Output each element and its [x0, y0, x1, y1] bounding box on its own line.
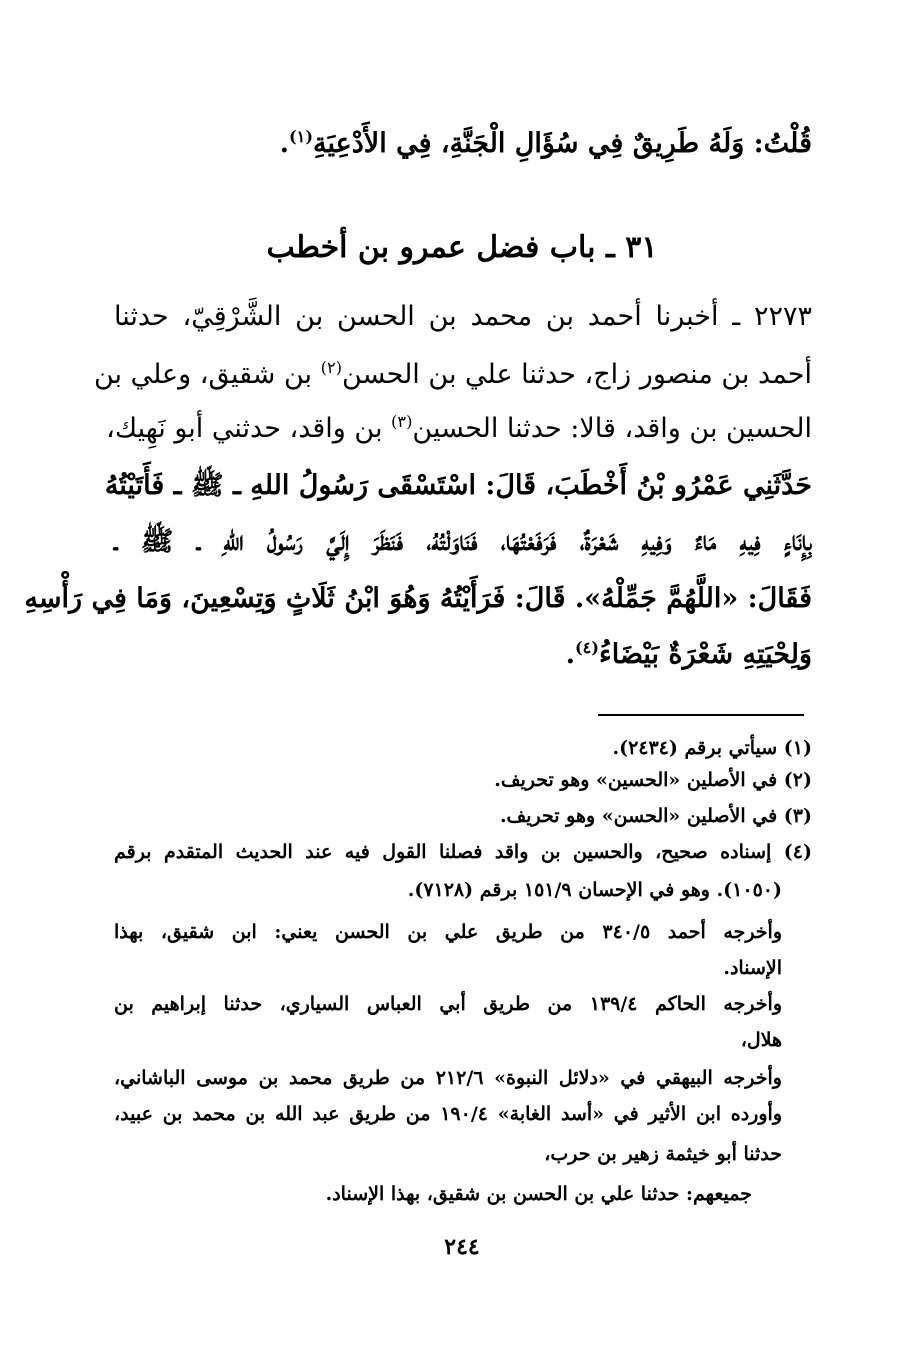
isnad-line [106, 409, 812, 449]
footnote-line [114, 838, 812, 866]
footnote-divider [598, 714, 804, 716]
matn-line [114, 635, 812, 675]
footnote-line-text: الإسناد. [723, 957, 782, 979]
footnote-line [114, 1100, 782, 1128]
isnad-line-text: أحمد بن منصور زاج، حدثنا علي بن الحسن [342, 359, 812, 390]
matn-line-text: بِإِنَاءٍ فِيهِ مَاءٌ وَفِيهِ شَعْرَةٌ، فَرَفَعْتُهَا، فَنَاوَلْتُهُ، فَنَظَرَ إِلَيَّ رَسُولُ اللهِ ـ ﷺ ـ [114, 526, 812, 557]
footnote-line [114, 1026, 782, 1054]
isnad-line-tail: بن واقد، حدثني أبو نَهِيك، [106, 413, 392, 444]
isnad-line-tail: بن شقيق، وعلي بن [93, 359, 321, 390]
note-line-end: . [279, 128, 289, 159]
footnote-line-text: حدثنا أبو خيثمة زهير بن حرب، [544, 1143, 782, 1165]
note-line-text: قُلْتُ: وَلَهُ طَرِيقٌ فِي سُؤَالِ الْجَنَّةِ، فِي الأَدْعِيَةِ [313, 128, 812, 159]
matn-line-text: وَلِحْيَتِهِ شَعْرَةٌ بَيْضَاءُ [599, 639, 812, 670]
matn-line [104, 466, 812, 506]
footnote-line [114, 918, 782, 946]
isnad-line [93, 355, 812, 395]
footnote-line-text: وأخرجه البيهقي في «دلائل النبوة» ٢١٢/٦ من طريق محمد بن موسى الباشاني، [114, 1067, 782, 1089]
matn-line-text: حَدَّثَنِي عَمْرُو بْنُ أَخْطَبَ، قَالَ: اسْتَسْقَى رَسُولُ اللهِ ـ ﷺ ـ فَأَتَيْتُهُ [104, 470, 812, 501]
footnote-line [114, 1140, 782, 1168]
note-line [114, 124, 812, 164]
footnote-ref: (١) [289, 127, 314, 146]
footnote-line-text: (٢) في الأصلين «الحسين» وهو تحريف. [494, 769, 812, 791]
chapter-heading: ٣١ ـ باب فضل عمرو بن أخطب [266, 230, 658, 265]
footnote-line-text: وأخرجه أحمد ٣٤٠/٥ من طريق علي بن الحسن يعني: ابن شقيق، بهذا [114, 921, 782, 943]
isnad-line-text: ٢٢٧٣ ـ أخبرنا أحمد بن محمد بن الحسن بن الشَّرْقِيّ، حدثنا [114, 301, 812, 332]
footnote-line [114, 876, 782, 904]
footnote-line-text: (٣) في الأصلين «الحسن» وهو تحريف. [499, 805, 812, 827]
footnote-line [114, 766, 812, 794]
matn-line [24, 579, 812, 619]
footnote-ref: (٤) [574, 638, 600, 657]
footnote-line [114, 1064, 782, 1092]
isnad-line [114, 297, 812, 337]
footnote-line-text: (١٠٥٠). وهو في الإحسان ١٥١/٩ برقم (٧١٢٨). [407, 879, 782, 901]
footnote-line-text: (٤) إسناده صحيح، والحسين بن واقد فصلنا القول فيه عند الحديث المتقدم برقم [114, 841, 812, 863]
matn-line-tail: . [565, 639, 575, 670]
isnad-line-text: الحسين بن واقد، قالا: حدثنا الحسين [412, 413, 812, 444]
footnote-line-text: وأورده ابن الأثير في «أسد الغابة» ١٩٠/٤ من طريق عبد الله بن محمد بن عبيد، [114, 1103, 782, 1125]
matn-line [114, 522, 812, 562]
footnote-line [114, 734, 812, 762]
footnote-line-text: (١) سيأتي برقم (٢٤٣٤). [612, 737, 812, 759]
footnote-line [114, 1180, 752, 1208]
footnote-ref: (٢) [320, 358, 343, 377]
footnote-line-text: وأخرجه الحاكم ١٣٩/٤ من طريق أبي العباس السياري، حدثنا إبراهيم بن [114, 993, 782, 1015]
footnote-line [114, 990, 782, 1018]
footnote-line-text: هلال، [740, 1029, 782, 1051]
footnote-line [114, 954, 782, 982]
matn-line-text: فَقَالَ: «اللَّهُمَّ جَمِّلْهُ». قَالَ: فَرَأَيْتُهُ وَهُوَ ابْنُ ثَلَاثٍ وَتِسْعِينَ، وَمَا فِي رَأْسِهِ [24, 583, 812, 614]
footnote-ref: (٣) [391, 412, 413, 431]
page-number: ٢٤٤ [444, 1234, 480, 1260]
footnote-line [114, 802, 812, 830]
footnote-line-text: جميعهم: حدثنا علي بن الحسن بن شقيق، بهذا الإسناد. [325, 1183, 752, 1205]
